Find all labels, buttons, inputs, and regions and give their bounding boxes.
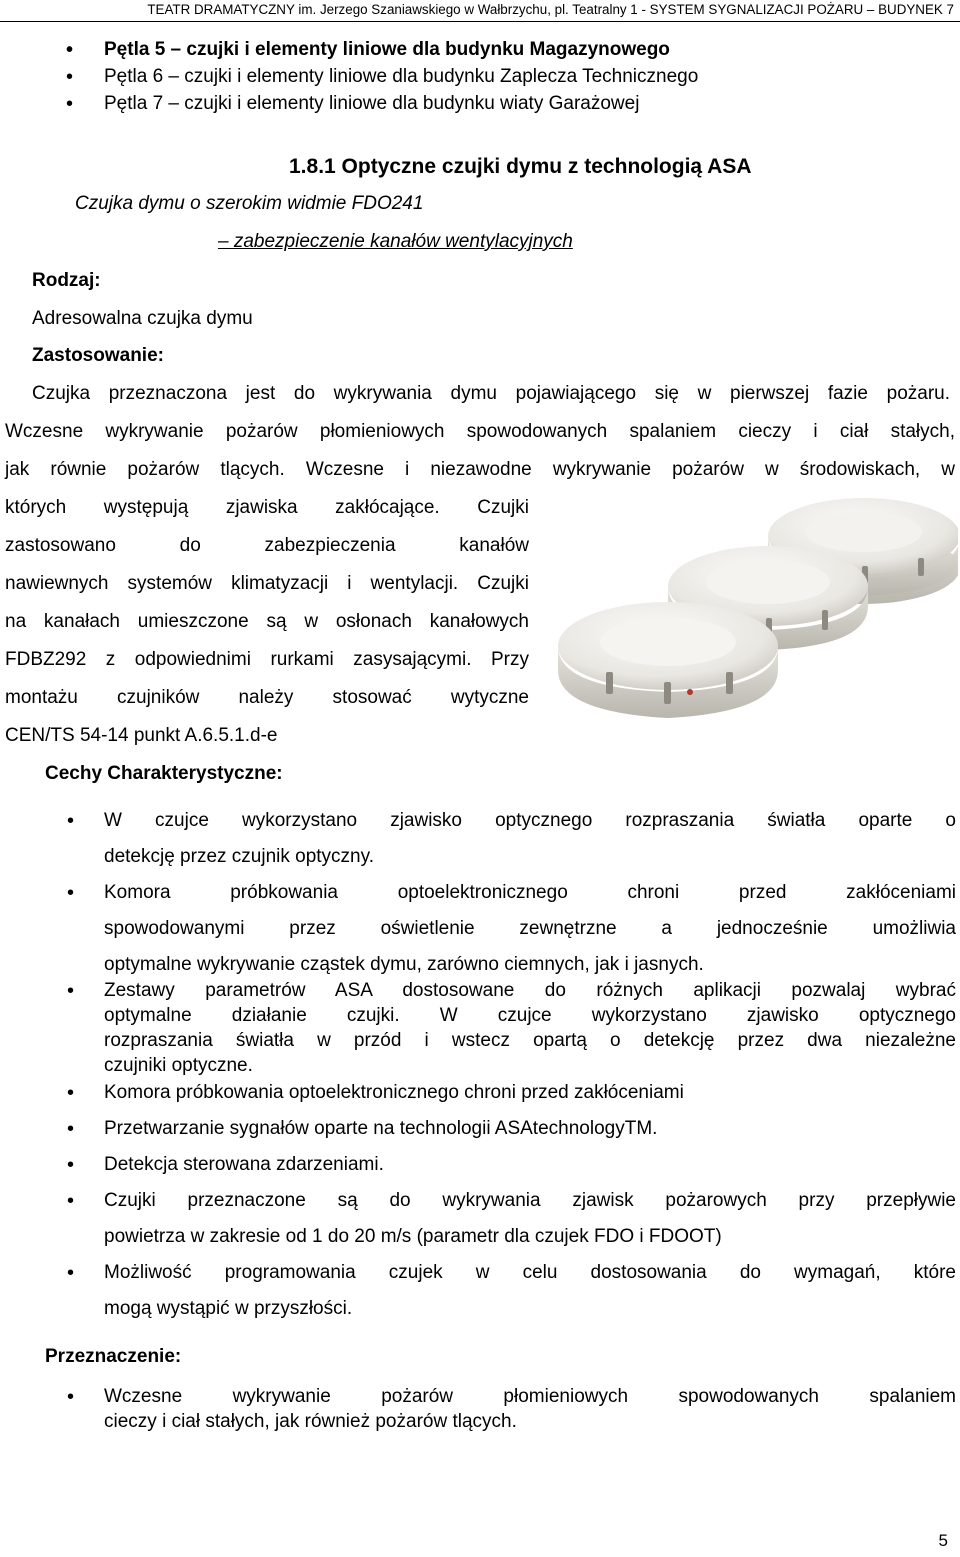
- section-subtitle: Czujka dymu o szerokim widmie FDO241: [75, 193, 424, 214]
- feature-line: • Detekcja sterowana zdarzeniami.: [104, 1154, 384, 1175]
- feature-line: optymalne wykrywanie cząstek dymu, zarówno ciemnych, jak i jasnych.: [104, 954, 704, 975]
- feature-item: [104, 1262, 956, 1320]
- feature-item: [104, 980, 956, 1077]
- use-text-line: na kanałach umieszczone są w osłonach kanałowych: [5, 611, 529, 632]
- feature-item: [104, 1154, 956, 1176]
- feature-line: • Możliwość programowania czujek w celu dostosowania do wymagań, które: [104, 1262, 956, 1283]
- smoke-detectors-image: [556, 494, 958, 734]
- feature-item: [104, 1190, 956, 1248]
- use-text-line: jak równie pożarów tlących. Wczesne i niezawodne wykrywanie pożarów w środowiskach, w: [5, 459, 955, 480]
- feature-item: [104, 1082, 956, 1104]
- section-title: 1.8.1 Optyczne czujki dymu z technologią ASA: [289, 155, 752, 178]
- feature-line: spowodowanymi przez oświetlenie zewnętrzne a jednocześnie umożliwia: [104, 918, 956, 939]
- feature-line: czujniki optyczne.: [104, 1055, 253, 1076]
- use-text-line: Czujka przeznaczona jest do wykrywania dymu pojawiającego się w pierwszej fazie pożaru.: [32, 383, 950, 404]
- purpose-line: • Wczesne wykrywanie pożarów płomieniowych spowodowanych spalaniem: [104, 1386, 956, 1407]
- feature-line: • Komora próbkowania optoelektronicznego chroni przed zakłóceniami: [104, 882, 956, 903]
- feature-line: optymalne działanie czujki. W czujce wykorzystano zjawisko optycznego: [104, 1005, 956, 1026]
- feature-line: detekcję przez czujnik optyczny.: [104, 846, 374, 867]
- type-value: Adresowalna czujka dymu: [32, 308, 253, 329]
- features-label: Cechy Charakterystyczne:: [45, 763, 283, 784]
- type-label: Rodzaj:: [32, 270, 101, 291]
- feature-line: • W czujce wykorzystano zjawisko optycznego rozpraszania światła oparte o: [104, 810, 956, 831]
- use-text-line: zastosowano do zabezpieczenia kanałów: [5, 535, 529, 556]
- feature-item: [104, 1118, 956, 1140]
- feature-item: [104, 882, 956, 976]
- use-label: Zastosowanie:: [32, 345, 164, 366]
- use-text-line: nawiewnych systemów klimatyzacji i wentylacji. Czujki: [5, 573, 529, 594]
- intro-list-item: • Pętla 7 – czujki i elementy liniowe dla budynku wiaty Garażowej: [104, 93, 639, 115]
- purpose-item: [104, 1386, 956, 1433]
- page-number: 5: [938, 1531, 948, 1550]
- feature-line: powietrza w zakresie od 1 do 20 m/s (parametr dla czujek FDO i FDOOT): [104, 1226, 722, 1247]
- feature-line: mogą wystąpić w przyszłości.: [104, 1298, 353, 1319]
- section-subtitle-2: – zabezpieczenie kanałów wentylacyjnych: [218, 231, 573, 252]
- use-text-line: których występują zjawiska zakłócające. Czujki: [5, 497, 529, 518]
- use-text-line: montażu czujników należy stosować wytyczne: [5, 687, 529, 708]
- use-text-line: FDBZ292 z odpowiednimi rurkami zasysającymi. Przy: [5, 649, 529, 670]
- feature-line: • Czujki przeznaczone są do wykrywania zjawisk pożarowych przy przepływie: [104, 1190, 956, 1211]
- smoke-detector-front: [558, 602, 778, 718]
- intro-list-item: • Pętla 5 – czujki i elementy liniowe dla budynku Magazynowego: [104, 39, 670, 61]
- purpose-label: Przeznaczenie:: [45, 1346, 182, 1367]
- use-text-line: Wczesne wykrywanie pożarów płomieniowych spowodowanych spalaniem cieczy i ciał stałych,: [5, 421, 955, 442]
- use-text-line: CEN/TS 54-14 punkt A.6.5.1.d-e: [5, 725, 278, 746]
- feature-item: [104, 810, 956, 868]
- page-header: TEATR DRAMATYCZNY im. Jerzego Szaniawskiego w Wałbrzychu, pl. Teatralny 1 - SYSTEM SYGNALIZACJI POŻARU – BUDYNEK 7: [0, 0, 960, 22]
- purpose-line: cieczy i ciał stałych, jak również pożarów tlących.: [104, 1411, 517, 1432]
- feature-line: • Zestawy parametrów ASA dostosowane do różnych aplikacji pozwalaj wybrać: [104, 980, 956, 1001]
- intro-list-item: • Pętla 6 – czujki i elementy liniowe dla budynku Zaplecza Technicznego: [104, 66, 698, 88]
- feature-line: • Komora próbkowania optoelektronicznego chroni przed zakłóceniami: [104, 1082, 684, 1103]
- feature-line: • Przetwarzanie sygnałów oparte na technologii ASAtechnologyTM.: [104, 1118, 658, 1139]
- feature-line: rozpraszania światła w przód i wstecz opartą o detekcję przez dwa niezależne: [104, 1030, 956, 1051]
